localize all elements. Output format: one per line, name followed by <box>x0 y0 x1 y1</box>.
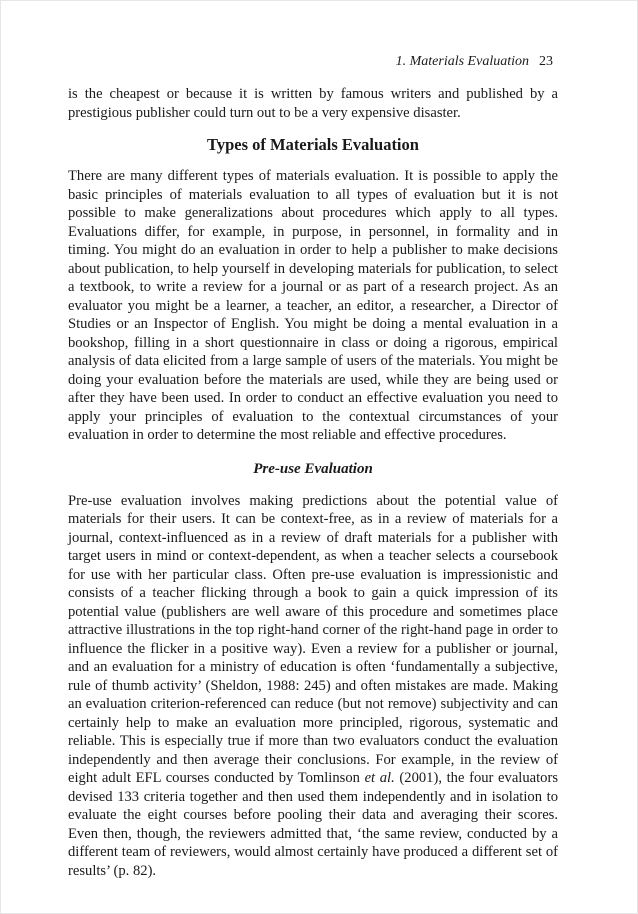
subsection-paragraph-part1: Pre-use evaluation involves making predictions about the potential value of materials for their users. It can be context-free, as in a review of materials for a journal, context-influenced as in a review of draft materials for a publisher with target users in mind or context-dependent, as when a teacher selects a coursebook for use with her particular class. Often pre-use evaluation is impressionistic and consists of a teacher flicking through a book to gain a quick impression of its potential value (publishers are well aware of this procedure and sometimes place attractive illustrations in the top right-hand corner of the right-hand page in order to influence the flicker in a positive way). Even a review for a publisher or journal, and an evaluation for a ministry of education is often ‘fundamentally a subjective, rule of thumb activity’ (Sheldon, 1988: 245) and often mistakes are made. Making an evaluation criterion-referenced can reduce (but not remove) subjectivity and can certainly help to make an evaluation more principled, rigorous, systematic and reliable. This is especially true if more than two evaluators conduct the evaluation independently and then average their conclusions. For example, in the review of eight adult EFL courses conducted by Tomlinson <box>68 492 558 786</box>
body-text <box>68 85 558 880</box>
intro-paragraph: is the cheapest or because it is written by famous writers and published by a prestigious publisher could turn out to be a very expensive disaster. <box>68 86 558 121</box>
subsection-paragraph <box>68 492 558 881</box>
running-head <box>396 53 553 71</box>
subsection-paragraph-part2: (2001), the four evaluators devised 133 criteria together and then used them independently and in isolation to evaluate the eight courses before pooling their data and averaging their scores. Even then, though, the reviewers admitted that, ‘the same review, conducted by a different team of reviewers, would almost certainly have produced a different set of results’ (p. 82). <box>68 770 559 879</box>
et-al-citation: et al. <box>364 770 395 786</box>
page-number: 23 <box>539 54 553 69</box>
section-paragraph: There are many different types of materials evaluation. It is possible to apply the basic principles of materials evaluation to all types of evaluation but it is not possible to make generalizations about procedures which apply to all types. Evaluations differ, for example, in purpose, in personnel, in formality and in timing. You might do an evaluation in order to help a publisher to make decisions about publication, to help yourself in developing materials for publication, to select a textbook, to write a review for a journal or as part of a research project. As an evaluator you might be a learner, a teacher, an editor, a researcher, a Director of Studies or an Inspector of English. You might be doing a mental evaluation in a bookshop, filling in a short questionnaire in class or doing a rigorous, empirical analysis of data elicited from a large sample of users of the materials. You might be doing your evaluation before the materials are used, while they are being used or after they have been used. In order to conduct an effective evaluation you need to apply your principles of evaluation to the contextual circumstances of your evaluation in order to determine the most reliable and effective procedures. <box>68 168 558 443</box>
subsection-heading: Pre-use Evaluation <box>253 460 373 477</box>
section-heading: Types of Materials Evaluation <box>207 135 419 154</box>
running-head-title: 1. Materials Evaluation <box>395 54 529 69</box>
